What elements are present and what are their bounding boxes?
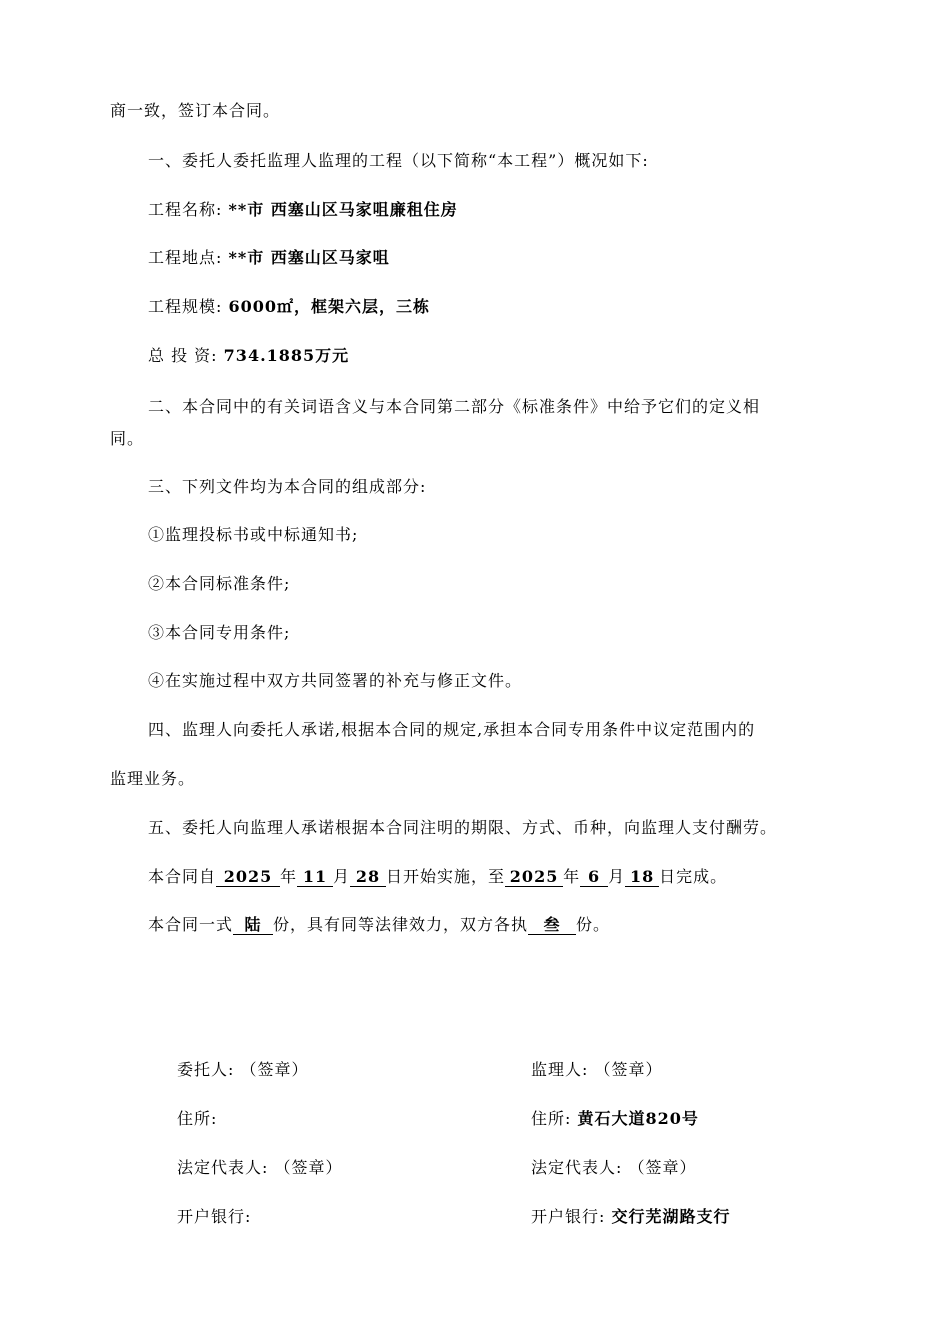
clause-four-line2: 监理业务。 bbox=[110, 769, 196, 788]
supervisor-address-row bbox=[531, 1108, 699, 1130]
clause-two-line2: 同。 bbox=[110, 429, 145, 448]
project-name-row bbox=[148, 199, 458, 221]
document-item-3: ③本合同专用条件; bbox=[148, 623, 291, 642]
period-prefix: 本合同自 bbox=[148, 867, 217, 886]
project-location-row bbox=[148, 247, 390, 269]
project-investment-label: 总 投 资: bbox=[148, 346, 218, 365]
client-address-label: 住所: bbox=[177, 1109, 218, 1128]
year-unit: 年 bbox=[280, 867, 298, 886]
client-sign: 委托人: （签章） bbox=[177, 1060, 309, 1079]
supervisor-representative: 法定代表人: （签章） bbox=[531, 1158, 697, 1177]
start-year-field: 2025 bbox=[216, 868, 280, 887]
clause-three: 三、下列文件均为本合同的组成部分: bbox=[148, 477, 427, 496]
contract-period-row bbox=[148, 866, 727, 888]
start-month-field: 11 bbox=[297, 868, 333, 887]
supervisor-bank-value: 交行芜湖路支行 bbox=[611, 1207, 731, 1226]
project-name-value: **市 西塞山区马家咀廉租住房 bbox=[228, 200, 458, 219]
supervisor-address-value: 黄石大道820号 bbox=[577, 1109, 699, 1128]
project-name-label: 工程名称: bbox=[148, 200, 223, 219]
copies-each-field: 叁 bbox=[528, 916, 576, 935]
document-item-4: ④在实施过程中双方共同签署的补充与修正文件。 bbox=[148, 671, 523, 690]
project-scale-label: 工程规模: bbox=[148, 297, 223, 316]
year-unit-2: 年 bbox=[563, 867, 581, 886]
client-bank-label: 开户银行: bbox=[177, 1207, 252, 1226]
month-unit: 月 bbox=[333, 867, 351, 886]
copies-row bbox=[148, 914, 610, 936]
end-year-field: 2025 bbox=[505, 868, 563, 887]
end-day-field: 18 bbox=[625, 868, 659, 887]
project-investment-value: 734.1885万元 bbox=[223, 346, 350, 365]
paragraph-intro: 商一致，签订本合同。 bbox=[110, 101, 281, 120]
clause-one: 一、委托人委托监理人监理的工程（以下简称“本工程”）概况如下: bbox=[148, 151, 649, 170]
document-item-1: ①监理投标书或中标通知书; bbox=[148, 525, 359, 544]
document-item-2: ②本合同标准条件; bbox=[148, 574, 291, 593]
project-scale-value: 6000㎡，框架六层，三栋 bbox=[228, 297, 431, 316]
project-location-label: 工程地点: bbox=[148, 248, 223, 267]
project-scale-row bbox=[148, 296, 430, 318]
clause-five: 五、委托人向监理人承诺根据本合同注明的期限、方式、币种，向监理人支付酬劳。 bbox=[148, 818, 778, 837]
clause-two-line1: 二、本合同中的有关词语含义与本合同第二部分《标准条件》中给予它们的定义相 bbox=[148, 397, 761, 416]
supervisor-address-label: 住所: bbox=[531, 1109, 572, 1128]
end-suffix: 日完成。 bbox=[659, 867, 728, 886]
supervisor-bank-label: 开户银行: bbox=[531, 1207, 606, 1226]
project-location-value: **市 西塞山区马家咀 bbox=[228, 248, 390, 267]
copies-prefix: 本合同一式 bbox=[148, 915, 234, 934]
supervisor-sign: 监理人: （签章） bbox=[531, 1060, 663, 1079]
project-investment-row bbox=[148, 345, 349, 367]
copies-suffix: 份。 bbox=[576, 915, 611, 934]
copies-total-field: 陆 bbox=[233, 916, 273, 935]
supervisor-bank-row bbox=[531, 1206, 731, 1228]
client-representative: 法定代表人: （签章） bbox=[177, 1158, 343, 1177]
copies-middle: 份，具有同等法律效力，双方各执 bbox=[273, 915, 529, 934]
clause-four-line1: 四、监理人向委托人承诺,根据本合同的规定,承担本合同专用条件中议定范围内的 bbox=[148, 720, 756, 739]
start-day-field: 28 bbox=[350, 868, 386, 887]
end-month-field: 6 bbox=[580, 868, 608, 887]
month-unit-2: 月 bbox=[608, 867, 626, 886]
start-suffix: 日开始实施，至 bbox=[386, 867, 506, 886]
